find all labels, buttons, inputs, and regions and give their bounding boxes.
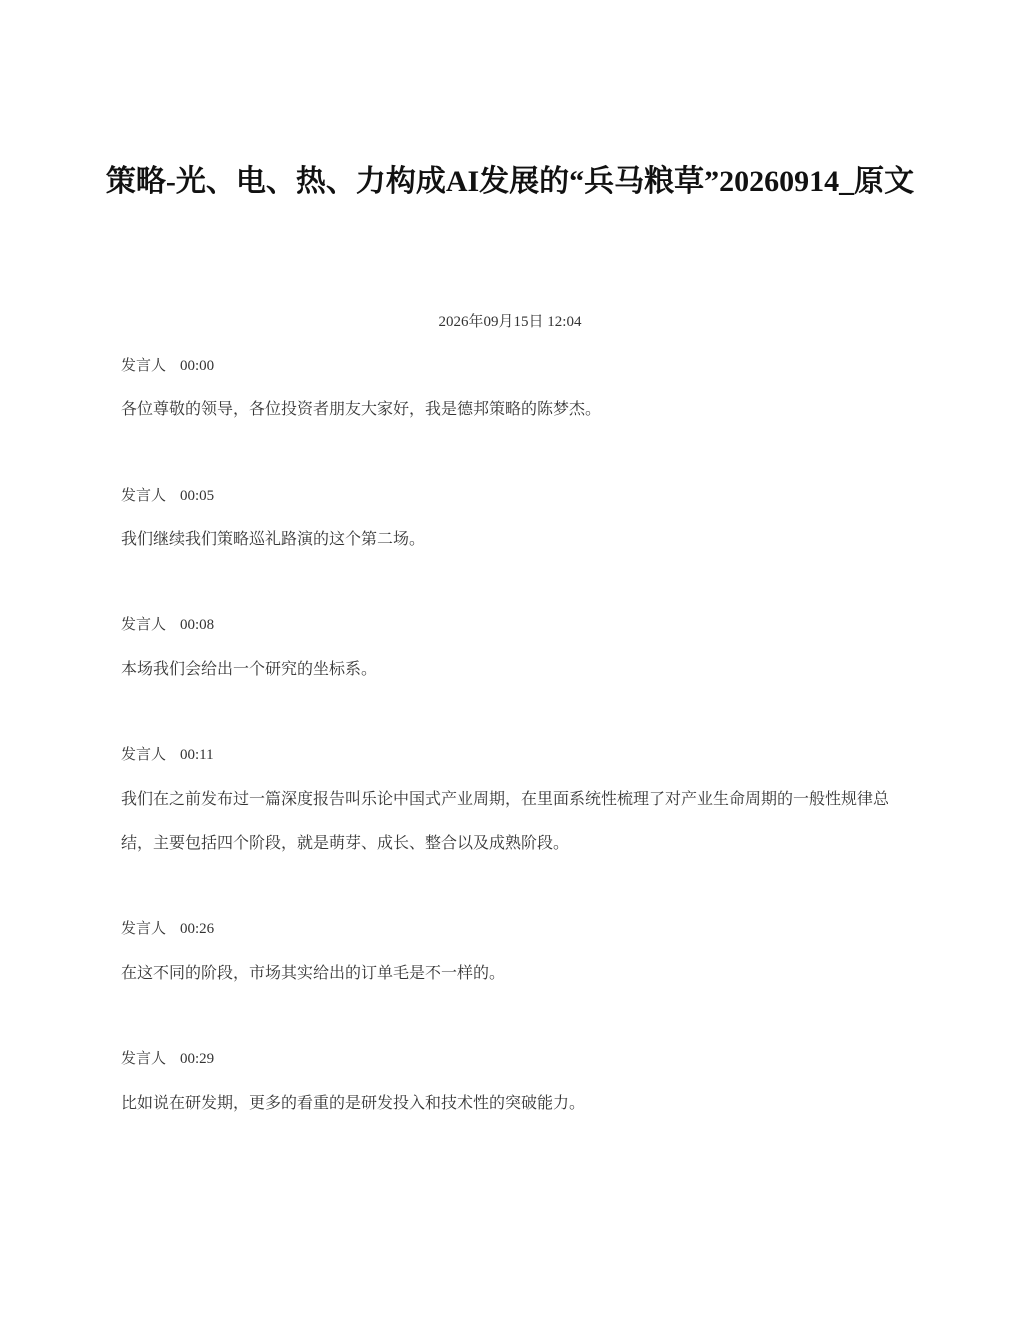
speaker-line <box>121 744 911 766</box>
speaker-name: 发言人 <box>121 747 167 763</box>
timestamp: 00:26 <box>180 921 215 937</box>
timestamp: 00:11 <box>180 747 214 763</box>
document-date: 2026年09月15日 12:04 <box>438 314 582 330</box>
transcript-entry <box>121 614 911 681</box>
speaker-name: 发言人 <box>121 921 167 937</box>
timestamp: 00:00 <box>180 358 215 374</box>
speaker-line <box>121 918 911 940</box>
transcript-entry <box>121 918 911 985</box>
transcript-entry <box>121 355 911 421</box>
speaker-line <box>121 614 911 636</box>
timestamp: 00:29 <box>180 1051 215 1067</box>
utterance-text: 比如说在研发期，更多的看重的是研发投入和技术性的突破能力。 <box>121 1095 586 1112</box>
transcript-entry <box>121 485 911 551</box>
speaker-line <box>121 485 911 507</box>
timestamp: 00:08 <box>180 617 215 633</box>
document-title: 策略-光、电、热、力构成AI发展的“兵马粮草”20260914_原文 <box>105 165 915 198</box>
speaker-name: 发言人 <box>121 617 167 633</box>
utterance-text: 各位尊敬的领导，各位投资者朋友大家好，我是德邦策略的陈梦杰。 <box>121 401 602 418</box>
utterance-text: 在这不同的阶段，市场其实给出的订单毛是不一样的。 <box>121 965 506 982</box>
speaker-name: 发言人 <box>121 488 167 504</box>
utterance-text: 我们在之前发布过一篇深度报告叫乐论中国式产业周期，在里面系统性梳理了对产业生命周期的一般性规律总结，主要包括四个阶段，就是萌芽、成长、整合以及成熟阶段。 <box>121 791 890 852</box>
utterance-text: 我们继续我们策略巡礼路演的这个第二场。 <box>121 531 426 548</box>
speaker-name: 发言人 <box>121 1051 167 1067</box>
timestamp: 00:05 <box>180 488 215 504</box>
transcript-entry <box>121 744 911 866</box>
transcript-entry <box>121 1048 911 1115</box>
utterance-text: 本场我们会给出一个研究的坐标系。 <box>121 661 378 678</box>
speaker-name: 发言人 <box>121 358 167 374</box>
speaker-line <box>121 1048 911 1070</box>
speaker-line <box>121 355 911 377</box>
